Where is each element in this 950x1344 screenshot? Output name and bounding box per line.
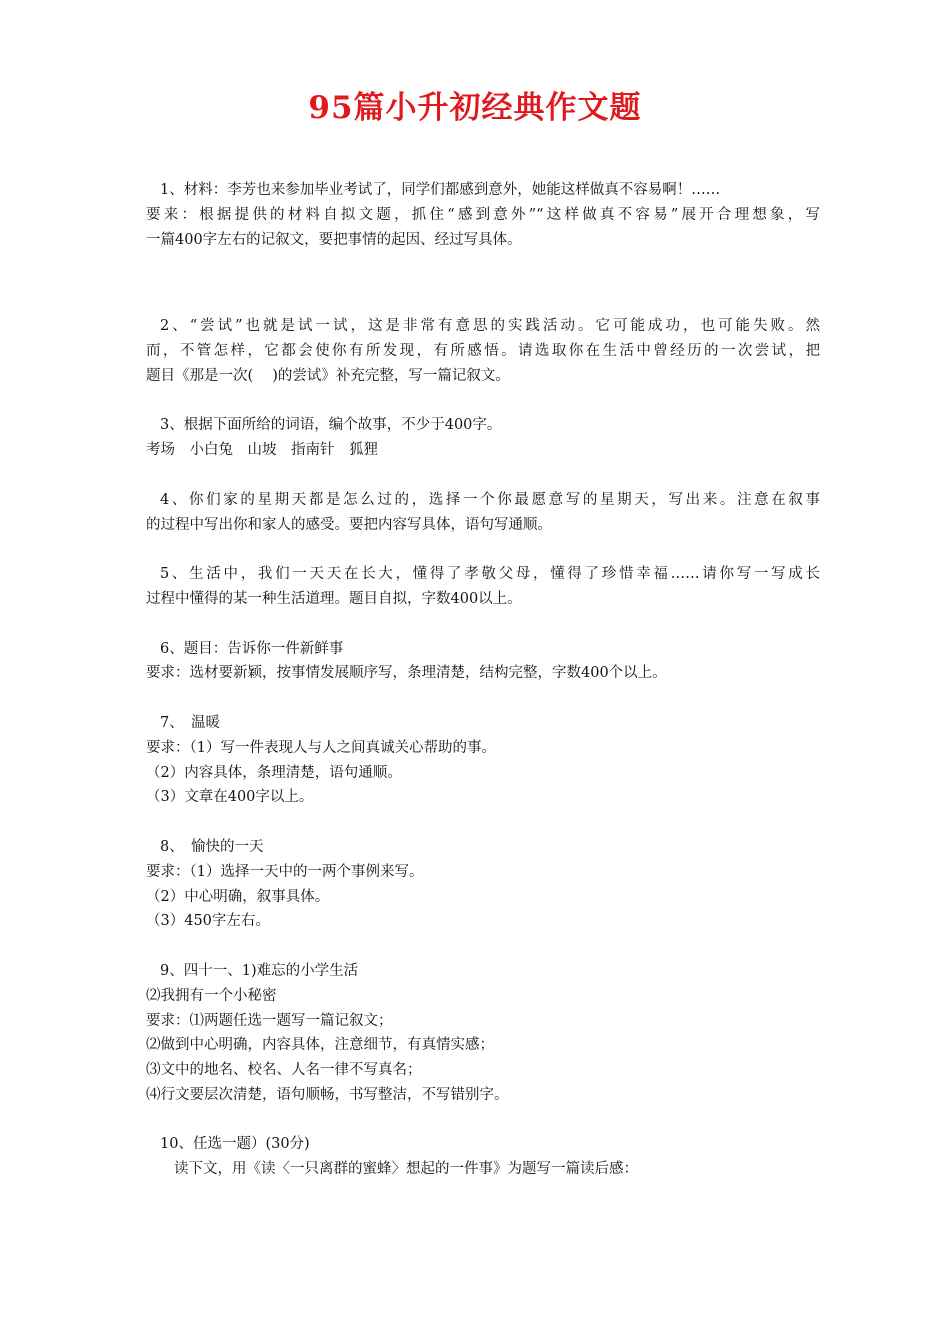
question-7-line-1: 7、 温暖 (160, 714, 220, 731)
document-title: 95篇小升初经典作文题 (308, 90, 642, 126)
document-body (146, 178, 820, 1182)
question-5-line-1: 5、生活中，我们一天天在长大，懂得了孝敬父母，懂得了珍惜幸福……请你写一写成长 (160, 566, 820, 583)
question-8-line-3: （2）中心明确，叙事具体。 (146, 888, 330, 905)
paragraph-gap (146, 934, 820, 959)
question-4-line-1: 4、你们家的星期天都是怎么过的，选择一个你最愿意写的星期天，写出来。注意在叙事 (160, 491, 820, 508)
question-6 (146, 637, 820, 687)
question-9-line-3: 要求：⑴两题任选一题写一篇记叙文； (146, 1012, 393, 1029)
question-8-line-2: 要求：（1）选择一天中的一两个事例来写。 (146, 863, 424, 880)
question-2-line-1: 2、“尝试”也就是试一试，这是非常有意思的实践活动。它可能成功，也可能失败。然 (160, 318, 820, 335)
question-7-line-3: （2）内容具体，条理清楚，语句通顺。 (146, 764, 402, 781)
question-1-line-2: 要来：根据提供的材料自拟文题，抓住“感到意外”“这样做真不容易”展开合理想象，写 (146, 206, 820, 223)
question-1 (146, 178, 820, 252)
question-3 (146, 413, 820, 463)
question-6-line-1: 6、题目：告诉你一件新鲜事 (160, 640, 344, 657)
paragraph-gap (146, 389, 820, 414)
question-5 (146, 562, 820, 612)
question-6-line-2: 要求：选材要新颖，按事情发展顺序写，条理清楚，结构完整，字数400个以上。 (146, 665, 667, 682)
question-2-line-3: 题目《那是一次( )的尝试》补充完整，写一篇记叙文。 (146, 367, 510, 384)
question-7 (146, 711, 820, 810)
question-8-line-1: 8、 愉快的一天 (160, 838, 264, 855)
question-7-line-4: （3）文章在400字以上。 (146, 789, 314, 806)
paragraph-gap (146, 612, 820, 637)
question-10-line-2: 读下文，用《读〈一只离群的蜜蜂〉想起的一件事》为题写一篇读后感： (174, 1161, 638, 1178)
question-8-line-4: （3）450字左右。 (146, 913, 270, 930)
paragraph-gap (146, 289, 820, 314)
question-1-line-1: 1、材料：李芳也来参加毕业考试了，同学们都感到意外，她能这样做真不容易啊！…… (160, 182, 721, 198)
question-7-line-2: 要求：（1）写一件表现人与人之间真诚关心帮助的事。 (146, 739, 496, 756)
question-9-line-2: ⑵我拥有一个小秘密 (146, 987, 277, 1004)
question-9-line-6: ⑷行文要层次清楚，语句顺畅，书写整洁，不写错别字。 (146, 1086, 509, 1103)
question-9-line-4: ⑵做到中心明确，内容具体，注意细节，有真情实感； (146, 1037, 494, 1054)
question-8 (146, 835, 820, 934)
paragraph-gap (146, 686, 820, 711)
paragraph-gap (146, 537, 820, 562)
paragraph-gap (146, 252, 820, 289)
question-10-line-1: 10、任选一题）(30分) (160, 1136, 310, 1153)
question-2 (146, 314, 820, 388)
paragraph-gap (146, 810, 820, 835)
question-10 (146, 1132, 820, 1182)
question-2-line-2: 而，不管怎样，它都会使你有所发现，有所感悟。请选取你在生活中曾经历的一次尝试，把 (146, 342, 820, 359)
question-4-line-2: 的过程中写出你和家人的感受。要把内容写具体，语句写通顺。 (146, 516, 552, 533)
question-3-line-2: 考场 小白兔 山坡 指南针 狐狸 (146, 442, 378, 459)
paragraph-gap (146, 1108, 820, 1133)
paragraph-gap (146, 463, 820, 488)
question-5-line-2: 过程中懂得的某一种生活道理。题目自拟，字数400以上。 (146, 590, 522, 607)
question-9-line-5: ⑶文中的地名、校名、人名一律不写真名； (146, 1062, 422, 1079)
question-3-line-1: 3、根据下面所给的词语，编个故事，不少于400字。 (160, 417, 502, 434)
question-9-line-1: 9、四十一、1)难忘的小学生活 (160, 962, 359, 979)
question-1-line-3: 一篇400字左右的记叙文，要把事情的起因、经过写具体。 (146, 231, 522, 248)
question-4 (146, 488, 820, 538)
question-9 (146, 959, 820, 1108)
